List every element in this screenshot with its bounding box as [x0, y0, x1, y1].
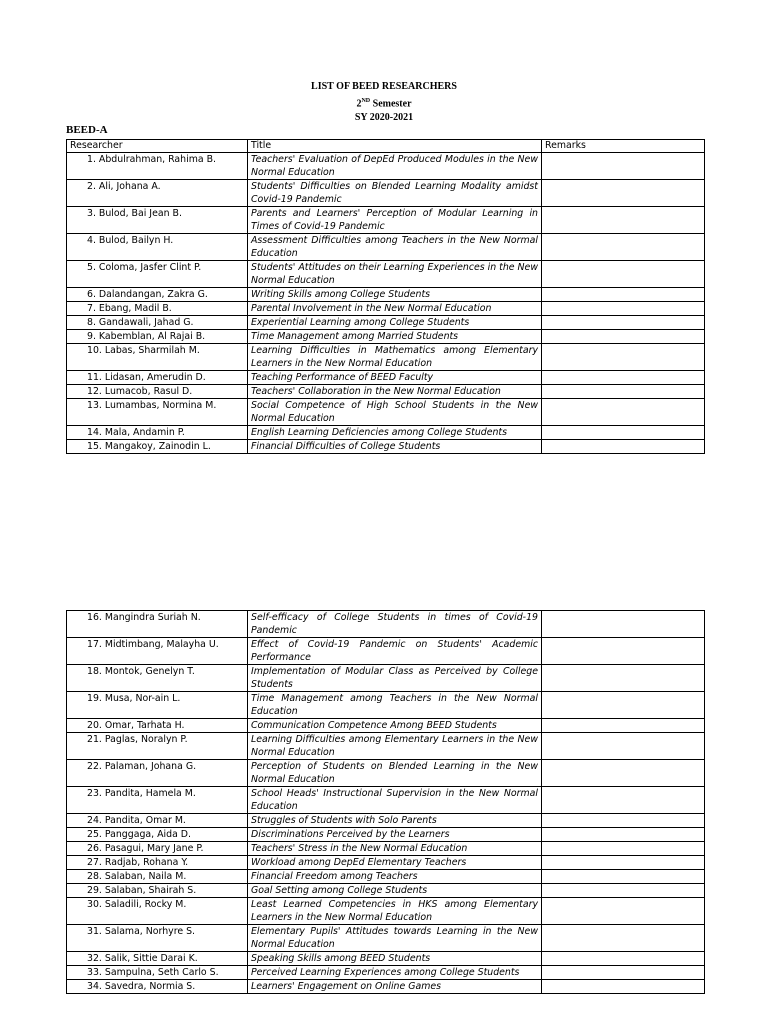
- table-row: [67, 856, 705, 870]
- researcher-cell: 2. Ali, Johana A.: [67, 180, 248, 207]
- remarks-cell: [542, 884, 705, 898]
- researcher-cell: 24. Pandita, Omar M.: [67, 814, 248, 828]
- title-cell: Learning Difficulties in Mathematics among Elementary Learners in the New Normal Education: [248, 344, 542, 371]
- researcher-cell: 21. Paglas, Noralyn P.: [67, 733, 248, 760]
- title-cell: Struggles of Students with Solo Parents: [248, 814, 542, 828]
- table-row: [67, 611, 705, 638]
- researcher-cell: 18. Montok, Genelyn T.: [67, 665, 248, 692]
- remarks-cell: [542, 719, 705, 733]
- researcher-cell: 17. Midtimbang, Malayha U.: [67, 638, 248, 665]
- title-cell: Communication Competence Among BEED Students: [248, 719, 542, 733]
- remarks-cell: [542, 180, 705, 207]
- researcher-cell: 29. Salaban, Shairah S.: [67, 884, 248, 898]
- remarks-cell: [542, 611, 705, 638]
- title-cell: Effect of Covid-19 Pandemic on Students' Academic Performance: [248, 638, 542, 665]
- remarks-cell: [542, 787, 705, 814]
- remarks-cell: [542, 316, 705, 330]
- researchers-table-1: [66, 139, 705, 454]
- remarks-cell: [542, 952, 705, 966]
- title-cell: Teaching Performance of BEED Faculty: [248, 371, 542, 385]
- researcher-cell: 19. Musa, Nor-ain L.: [67, 692, 248, 719]
- table-row: [67, 870, 705, 884]
- remarks-cell: [542, 344, 705, 371]
- researcher-cell: 14. Mala, Andamin P.: [67, 426, 248, 440]
- researcher-cell: 15. Mangakoy, Zainodin L.: [67, 440, 248, 454]
- researcher-cell: 23. Pandita, Hamela M.: [67, 787, 248, 814]
- table-row: [67, 733, 705, 760]
- remarks-cell: [542, 399, 705, 426]
- remarks-cell: [542, 234, 705, 261]
- remarks-cell: [542, 870, 705, 884]
- title-cell: Goal Setting among College Students: [248, 884, 542, 898]
- table-row: [67, 692, 705, 719]
- remarks-cell: [542, 692, 705, 719]
- table-row: [67, 980, 705, 994]
- title-cell: Time Management among Married Students: [248, 330, 542, 344]
- title-cell: Parents and Learners' Perception of Modular Learning in Times of Covid-19 Pandemic: [248, 207, 542, 234]
- table-row: [67, 180, 705, 207]
- table-row: [67, 665, 705, 692]
- semester-number: 2: [356, 98, 362, 110]
- remarks-cell: [542, 371, 705, 385]
- table-row: [67, 385, 705, 399]
- title-cell: Perceived Learning Experiences among College Students: [248, 966, 542, 980]
- remarks-cell: [542, 288, 705, 302]
- remarks-cell: [542, 814, 705, 828]
- school-year: SY 2020-2021: [354, 112, 414, 124]
- title-cell: Students' Attitudes on their Learning Experiences in the New Normal Education: [248, 261, 542, 288]
- remarks-cell: [542, 261, 705, 288]
- table-row: [67, 884, 705, 898]
- title-cell: Financial Freedom among Teachers: [248, 870, 542, 884]
- title-cell: Self-efficacy of College Students in times of Covid-19 Pandemic: [248, 611, 542, 638]
- researcher-cell: 28. Salaban, Naila M.: [67, 870, 248, 884]
- title-cell: Teachers' Evaluation of DepEd Produced Modules in the New Normal Education: [248, 153, 542, 180]
- column-header-title: Title: [248, 140, 542, 153]
- researcher-cell: 30. Saladili, Rocky M.: [67, 898, 248, 925]
- table-row: [67, 719, 705, 733]
- table-row: [67, 760, 705, 787]
- title-cell: Assessment Difficulties among Teachers in the New Normal Education: [248, 234, 542, 261]
- table-row: [67, 153, 705, 180]
- semester-line: [0, 94, 768, 111]
- remarks-cell: [542, 898, 705, 925]
- title-cell: Teachers' Stress in the New Normal Education: [248, 842, 542, 856]
- column-header-researcher: Researcher: [67, 140, 248, 153]
- remarks-cell: [542, 856, 705, 870]
- remarks-cell: [542, 302, 705, 316]
- table-row: [67, 330, 705, 344]
- researcher-cell: 32. Salik, Sittie Darai K.: [67, 952, 248, 966]
- table-row: [67, 207, 705, 234]
- researcher-cell: 20. Omar, Tarhata H.: [67, 719, 248, 733]
- researcher-cell: 7. Ebang, Madil B.: [67, 302, 248, 316]
- title-cell: Least Learned Competencies in HKS among Elementary Learners in the New Normal Education: [248, 898, 542, 925]
- title-cell: English Learning Deficiencies among College Students: [248, 426, 542, 440]
- researcher-cell: 25. Panggaga, Aida D.: [67, 828, 248, 842]
- title-cell: Financial Difficulties of College Students: [248, 440, 542, 454]
- remarks-cell: [542, 733, 705, 760]
- researcher-cell: 10. Labas, Sharmilah M.: [67, 344, 248, 371]
- document-header: [0, 80, 768, 125]
- remarks-cell: [542, 760, 705, 787]
- researcher-cell: 22. Palaman, Johana G.: [67, 760, 248, 787]
- researcher-cell: 5. Coloma, Jasfer Clint P.: [67, 261, 248, 288]
- remarks-cell: [542, 665, 705, 692]
- title-cell: Learners' Engagement on Online Games: [248, 980, 542, 994]
- researcher-cell: 13. Lumambas, Normina M.: [67, 399, 248, 426]
- researcher-cell: 16. Mangindra Suriah N.: [67, 611, 248, 638]
- remarks-cell: [542, 330, 705, 344]
- researcher-cell: 33. Sampulna, Seth Carlo S.: [67, 966, 248, 980]
- title-cell: Perception of Students on Blended Learning in the New Normal Education: [248, 760, 542, 787]
- remarks-cell: [542, 925, 705, 952]
- researcher-cell: 6. Dalandangan, Zakra G.: [67, 288, 248, 302]
- table-row: [67, 638, 705, 665]
- researchers-table-2: [66, 610, 705, 994]
- section-label: BEED-A: [66, 124, 108, 136]
- remarks-cell: [542, 440, 705, 454]
- remarks-cell: [542, 207, 705, 234]
- table-row: [67, 399, 705, 426]
- researcher-cell: 34. Savedra, Normia S.: [67, 980, 248, 994]
- document-title: LIST OF BEED RESEARCHERS: [311, 81, 457, 92]
- title-cell: Elementary Pupils' Attitudes towards Learning in the New Normal Education: [248, 925, 542, 952]
- title-cell: Teachers' Collaboration in the New Normal Education: [248, 385, 542, 399]
- title-cell: Time Management among Teachers in the New Normal Education: [248, 692, 542, 719]
- table-row: [67, 261, 705, 288]
- researcher-cell: 26. Pasagui, Mary Jane P.: [67, 842, 248, 856]
- table-row: [67, 302, 705, 316]
- title-cell: Speaking Skills among BEED Students: [248, 952, 542, 966]
- researcher-cell: 31. Salama, Norhyre S.: [67, 925, 248, 952]
- table-row: [67, 898, 705, 925]
- column-header-remarks: Remarks: [542, 140, 705, 153]
- table-row: [67, 344, 705, 371]
- table-row: [67, 814, 705, 828]
- researcher-cell: 1. Abdulrahman, Rahima B.: [67, 153, 248, 180]
- table-row: [67, 426, 705, 440]
- remarks-cell: [542, 385, 705, 399]
- table-row: [67, 787, 705, 814]
- title-cell: School Heads' Instructional Supervision in the New Normal Education: [248, 787, 542, 814]
- title-cell: Writing Skills among College Students: [248, 288, 542, 302]
- table-body-2: [67, 611, 705, 994]
- table-row: [67, 234, 705, 261]
- title-cell: Learning Difficulties among Elementary Learners in the New Normal Education: [248, 733, 542, 760]
- title-cell: Experiential Learning among College Students: [248, 316, 542, 330]
- remarks-cell: [542, 153, 705, 180]
- researcher-cell: 8. Gandawali, Jahad G.: [67, 316, 248, 330]
- title-cell: Implementation of Modular Class as Perceived by College Students: [248, 665, 542, 692]
- table-row: [67, 288, 705, 302]
- semester-ordinal: ND: [361, 98, 371, 104]
- researcher-cell: 9. Kabemblan, Al Rajai B.: [67, 330, 248, 344]
- title-cell: Social Competence of High School Students in the New Normal Education: [248, 399, 542, 426]
- table-row: [67, 842, 705, 856]
- remarks-cell: [542, 842, 705, 856]
- table-row: [67, 952, 705, 966]
- table-row: [67, 371, 705, 385]
- semester-word: Semester: [370, 98, 412, 110]
- researcher-cell: 3. Bulod, Bai Jean B.: [67, 207, 248, 234]
- remarks-cell: [542, 426, 705, 440]
- table-row: [67, 828, 705, 842]
- table-row: [67, 966, 705, 980]
- title-cell: Discriminations Perceived by the Learners: [248, 828, 542, 842]
- title-cell: Parental Involvement in the New Normal Education: [248, 302, 542, 316]
- researcher-cell: 12. Lumacob, Rasul D.: [67, 385, 248, 399]
- remarks-cell: [542, 828, 705, 842]
- title-cell: Workload among DepEd Elementary Teachers: [248, 856, 542, 870]
- table-row: [67, 440, 705, 454]
- researcher-cell: 27. Radjab, Rohana Y.: [67, 856, 248, 870]
- remarks-cell: [542, 980, 705, 994]
- researcher-cell: 4. Bulod, Bailyn H.: [67, 234, 248, 261]
- table-row: [67, 925, 705, 952]
- researcher-cell: 11. Lidasan, Amerudin D.: [67, 371, 248, 385]
- table-body-1: [67, 153, 705, 454]
- table-header-row: [67, 140, 705, 153]
- remarks-cell: [542, 638, 705, 665]
- remarks-cell: [542, 966, 705, 980]
- title-cell: Students' Difficulties on Blended Learning Modality amidst Covid-19 Pandemic: [248, 180, 542, 207]
- table-row: [67, 316, 705, 330]
